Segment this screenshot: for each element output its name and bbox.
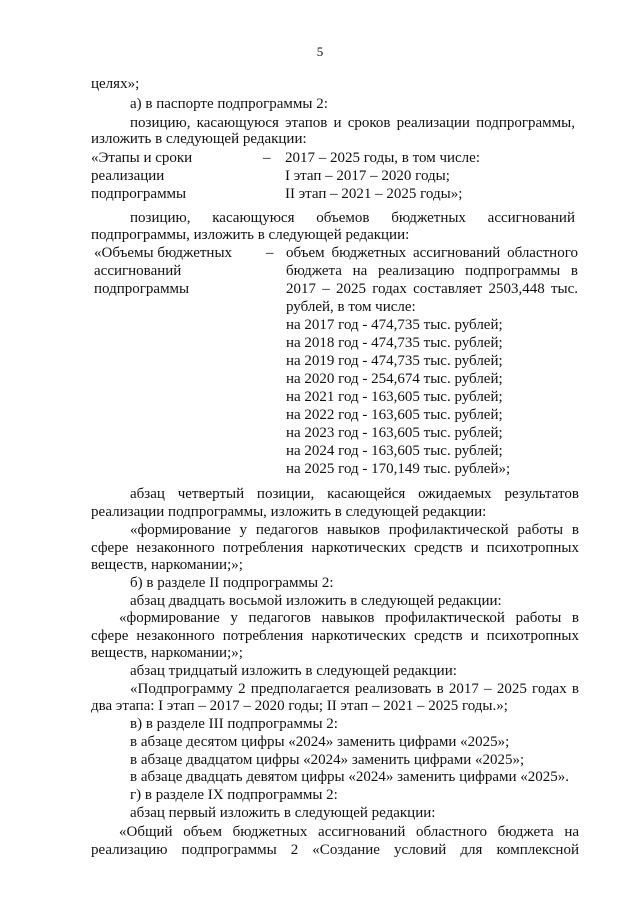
block-left-label: «Объемы бюджетных bbox=[94, 245, 233, 261]
text-line: изложить в следующей редакции: bbox=[91, 131, 307, 147]
block-left-label: реализации bbox=[91, 168, 165, 184]
budget-year-line: на 2022 год - 163,605 тыс. рублей; bbox=[286, 407, 503, 423]
text-line: б) в разделе II подпрограммы 2: bbox=[130, 575, 334, 591]
block-right-text: рублей, в том числе: bbox=[286, 299, 416, 315]
block-left-label: подпрограммы bbox=[94, 281, 190, 297]
text-line: веществ, наркомании;»; bbox=[91, 557, 243, 573]
block-dash: – bbox=[263, 150, 271, 166]
text-line: в абзаце десятом цифры «2024» заменить цифрами «2025»; bbox=[130, 734, 510, 750]
block-right-text: II этап – 2021 – 2025 годы»; bbox=[285, 186, 463, 202]
text-line: позицию, касающуюся этапов и сроков реализации подпрограммы, bbox=[130, 115, 575, 131]
text-line: «Общий объем бюджетных ассигнований областного бюджета на bbox=[119, 824, 579, 840]
text-line: в абзаце двадцатом цифры «2024» заменить цифрами «2025»; bbox=[130, 752, 525, 768]
text-line: а) в паспорте подпрограммы 2: bbox=[130, 96, 328, 112]
block-left-label: «Этапы и сроки bbox=[91, 150, 193, 166]
budget-year-line: на 2019 год - 474,735 тыс. рублей; bbox=[286, 353, 503, 369]
block-right-text: бюджета на реализацию подпрограммы в bbox=[286, 263, 578, 279]
text-line: подпрограммы, изложить в следующей редакции: bbox=[91, 227, 410, 243]
text-line: сфере незаконного потребления наркотических средств и психотропных bbox=[91, 540, 579, 556]
text-line: два этапа: I этап – 2017 – 2020 годы; II этап – 2021 – 2025 годы.»; bbox=[91, 698, 508, 714]
block-right-text: 2017 – 2025 годы, в том числе: bbox=[285, 150, 480, 166]
budget-year-line: на 2020 год - 254,674 тыс. рублей; bbox=[286, 371, 503, 387]
budget-year-line: на 2023 год - 163,605 тыс. рублей; bbox=[286, 425, 503, 441]
text-line: в) в разделе III подпрограммы 2: bbox=[130, 716, 338, 732]
text-line: в абзаце двадцать девятом цифры «2024» заменить цифрами «2025». bbox=[130, 769, 570, 785]
budget-year-line: на 2024 год - 163,605 тыс. рублей; bbox=[286, 443, 503, 459]
text-line: «Подпрограмму 2 предполагается реализовать в 2017 – 2025 годах в bbox=[130, 681, 579, 697]
block-right-text: I этап – 2017 – 2020 годы; bbox=[285, 168, 450, 184]
budget-year-line: на 2021 год - 163,605 тыс. рублей; bbox=[286, 389, 503, 405]
block-right-text: объем бюджетных ассигнований областного bbox=[286, 245, 578, 261]
block-dash: – bbox=[266, 245, 274, 261]
text-line: сфере незаконного потребления наркотических средств и психотропных bbox=[91, 628, 579, 644]
text-line: абзац первый изложить в следующей редакции: bbox=[130, 805, 436, 821]
text-line: абзац двадцать восьмой изложить в следующей редакции: bbox=[130, 593, 502, 609]
block-right-text: 2017 – 2025 годах составляет 2503,448 тыс. bbox=[286, 281, 578, 297]
text-line: «формирование у педагогов навыков профилактической работы в bbox=[119, 610, 579, 626]
block-left-label: ассигнований bbox=[94, 263, 182, 279]
text-line: позицию, касающуюся объемов бюджетных ассигнований bbox=[130, 210, 575, 226]
block-left-label: подпрограммы bbox=[91, 186, 187, 202]
page-number: 5 bbox=[316, 44, 324, 59]
text-line: реализации подпрограммы, изложить в следующей редакции: bbox=[91, 504, 487, 520]
budget-year-line: на 2025 год - 170,149 тыс. рублей»; bbox=[286, 461, 511, 477]
budget-year-line: на 2017 год - 474,735 тыс. рублей; bbox=[286, 317, 503, 333]
text-line: реализацию подпрограммы 2 «Создание условий для комплексной bbox=[91, 842, 579, 858]
text-line: г) в разделе IX подпрограммы 2: bbox=[130, 787, 338, 803]
text-line: абзац тридцатый изложить в следующей редакции: bbox=[130, 663, 457, 679]
text-line: веществ, наркомании;»; bbox=[91, 645, 243, 661]
text-line: «формирование у педагогов навыков профилактической работы в bbox=[130, 522, 579, 538]
budget-year-line: на 2018 год - 474,735 тыс. рублей; bbox=[286, 335, 503, 351]
text-line: абзац четвертый позиции, касающейся ожидаемых результатов bbox=[130, 486, 579, 502]
text-line: целях»; bbox=[91, 76, 140, 92]
